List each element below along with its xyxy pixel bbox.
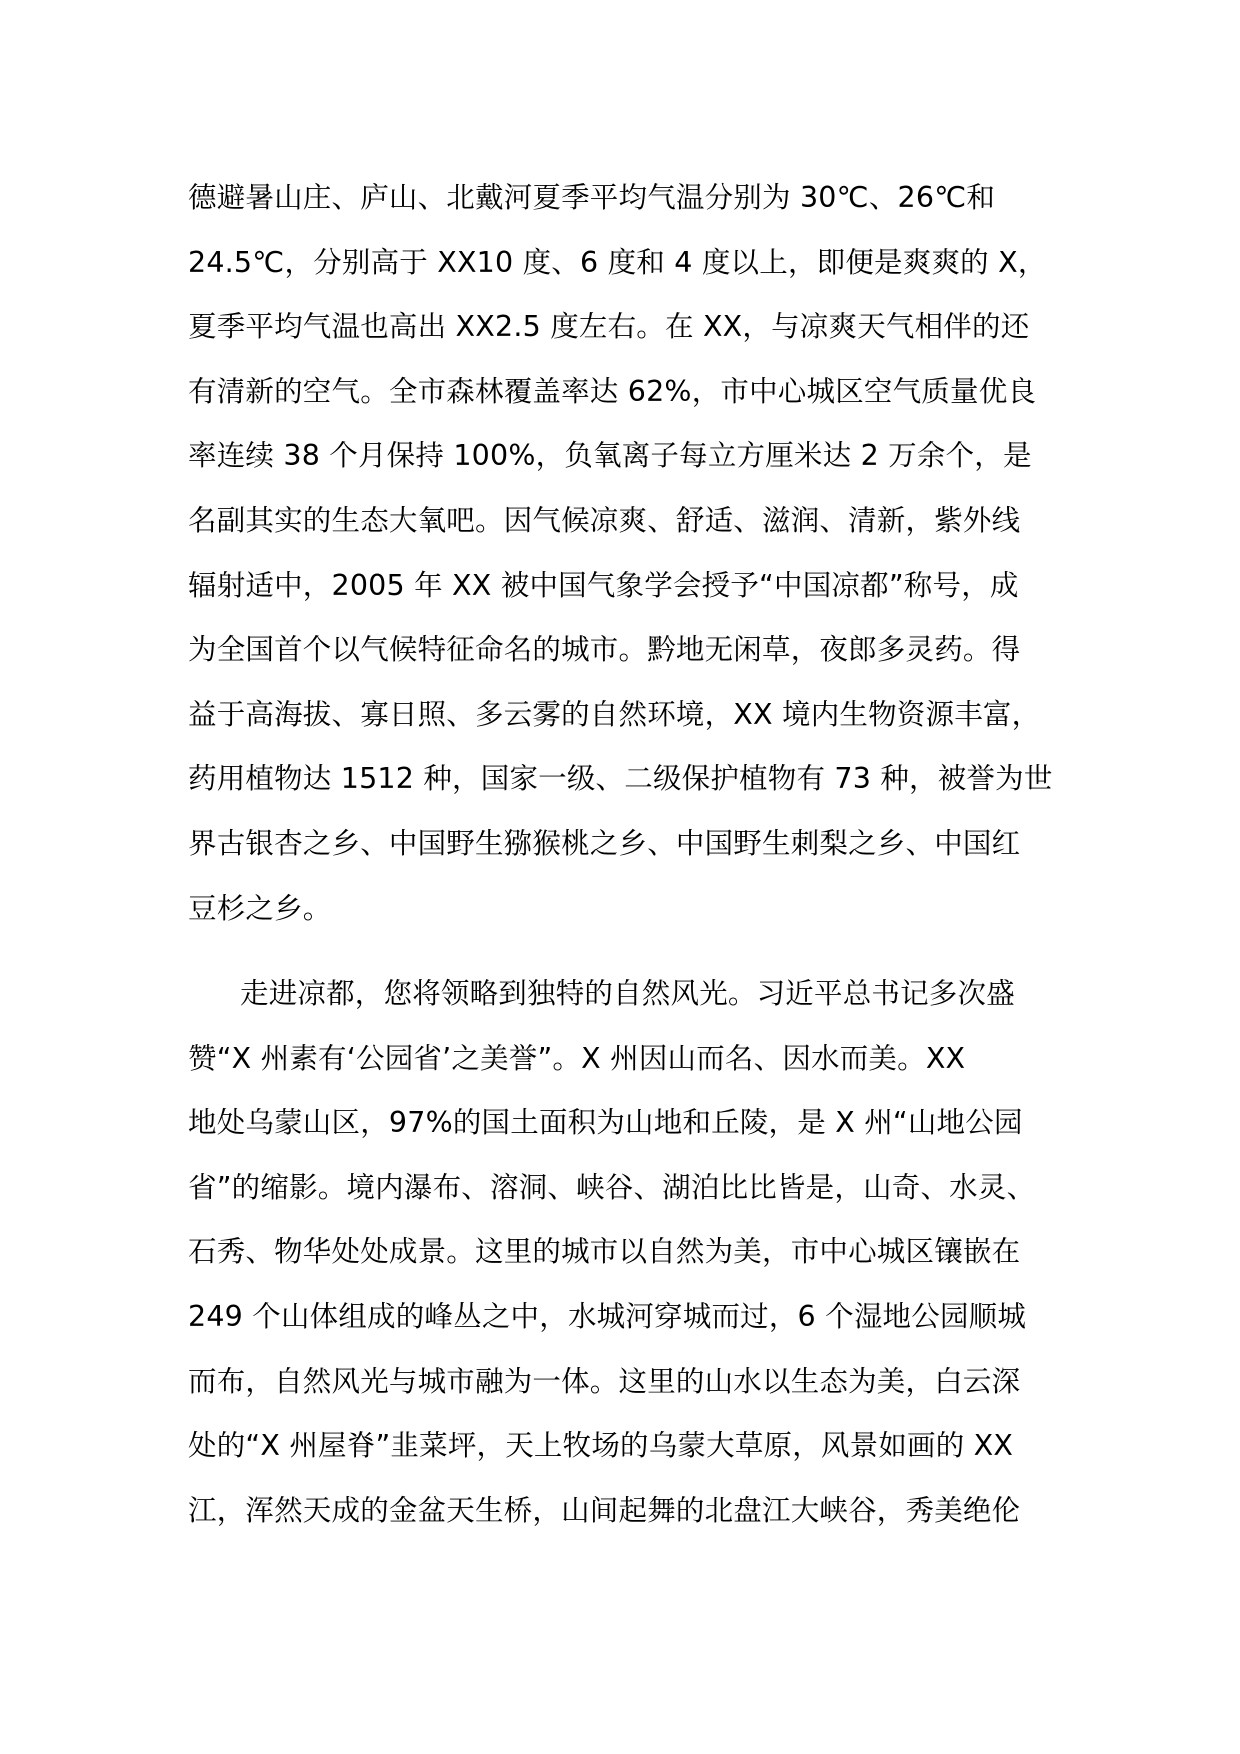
- text-line: 辐射适中，2005 年 XX 被中国气象学会授予“中国凉都”称号，成: [188, 568, 1019, 602]
- text-line: 率连续 38 个月保持 100%，负氧离子每立方厘米达 2 万余个，是: [188, 439, 1032, 473]
- text-line: 有清新的空气。全市森林覆盖率达 62%，市中心城区空气质量优良: [188, 374, 1037, 408]
- text-line: 省”的缩影。境内瀑布、溶洞、峡谷、湖泊比比皆是，山奇、水灵、: [188, 1170, 1036, 1204]
- text-line: 界古银杏之乡、中国野生猕猴桃之乡、中国野生刺梨之乡、中国红: [188, 826, 1021, 860]
- text-line: 德避暑山庄、庐山、北戴河夏季平均气温分别为 30℃、26℃和: [188, 181, 996, 214]
- text-line: 24.5℃，分别高于 XX10 度、6 度和 4 度以上，即便是爽爽的 X，: [188, 245, 1047, 279]
- text-line: 药用植物达 1512 种，国家一级、二级保护植物有 73 种，被誉为世: [188, 762, 1053, 796]
- text-line: 处的“X 州屋脊”韭菜坪，天上牧场的乌蒙大草原，风景如画的 XX: [188, 1429, 1014, 1463]
- text-line: 为全国首个以气候特征命名的城市。黔地无闲草，夜郎多灵药。得: [188, 633, 1021, 667]
- text-line: 走进凉都，您将领略到独特的自然风光。习近平总书记多次盛: [240, 977, 1015, 1010]
- text-line: 地处乌蒙山区，97%的国土面积为山地和丘陵，是 X 州“山地公园: [188, 1106, 1023, 1140]
- text-line: 249 个山体组成的峰丛之中，水城河穿城而过，6 个湿地公园顺城: [188, 1299, 1027, 1333]
- text-line: 名副其实的生态大氧吧。因气候凉爽、舒适、滋润、清新，紫外线: [188, 503, 1021, 537]
- paragraph-2: [188, 962, 1060, 1543]
- text-line: 而布，自然风光与城市融为一体。这里的山水以生态为美，白云深: [188, 1364, 1021, 1398]
- paragraph-1: [188, 166, 1060, 941]
- text-line: 赞“X 州素有‘公园省’之美誉”。X 州因山而名、因水而美。XX: [188, 1041, 966, 1075]
- text-line: 江，浑然天成的金盆天生桥，山间起舞的北盘江大峡谷，秀美绝伦: [188, 1493, 1021, 1527]
- text-line: 夏季平均气温也高出 XX2.5 度左右。在 XX，与凉爽天气相伴的还: [188, 310, 1030, 344]
- text-line: 豆杉之乡。: [188, 891, 332, 925]
- text-line: 石秀、物华处处成景。这里的城市以自然为美，市中心城区镶嵌在: [188, 1235, 1021, 1269]
- text-line: 益于高海拔、寡日照、多云雾的自然环境，XX 境内生物资源丰富，: [188, 697, 1041, 731]
